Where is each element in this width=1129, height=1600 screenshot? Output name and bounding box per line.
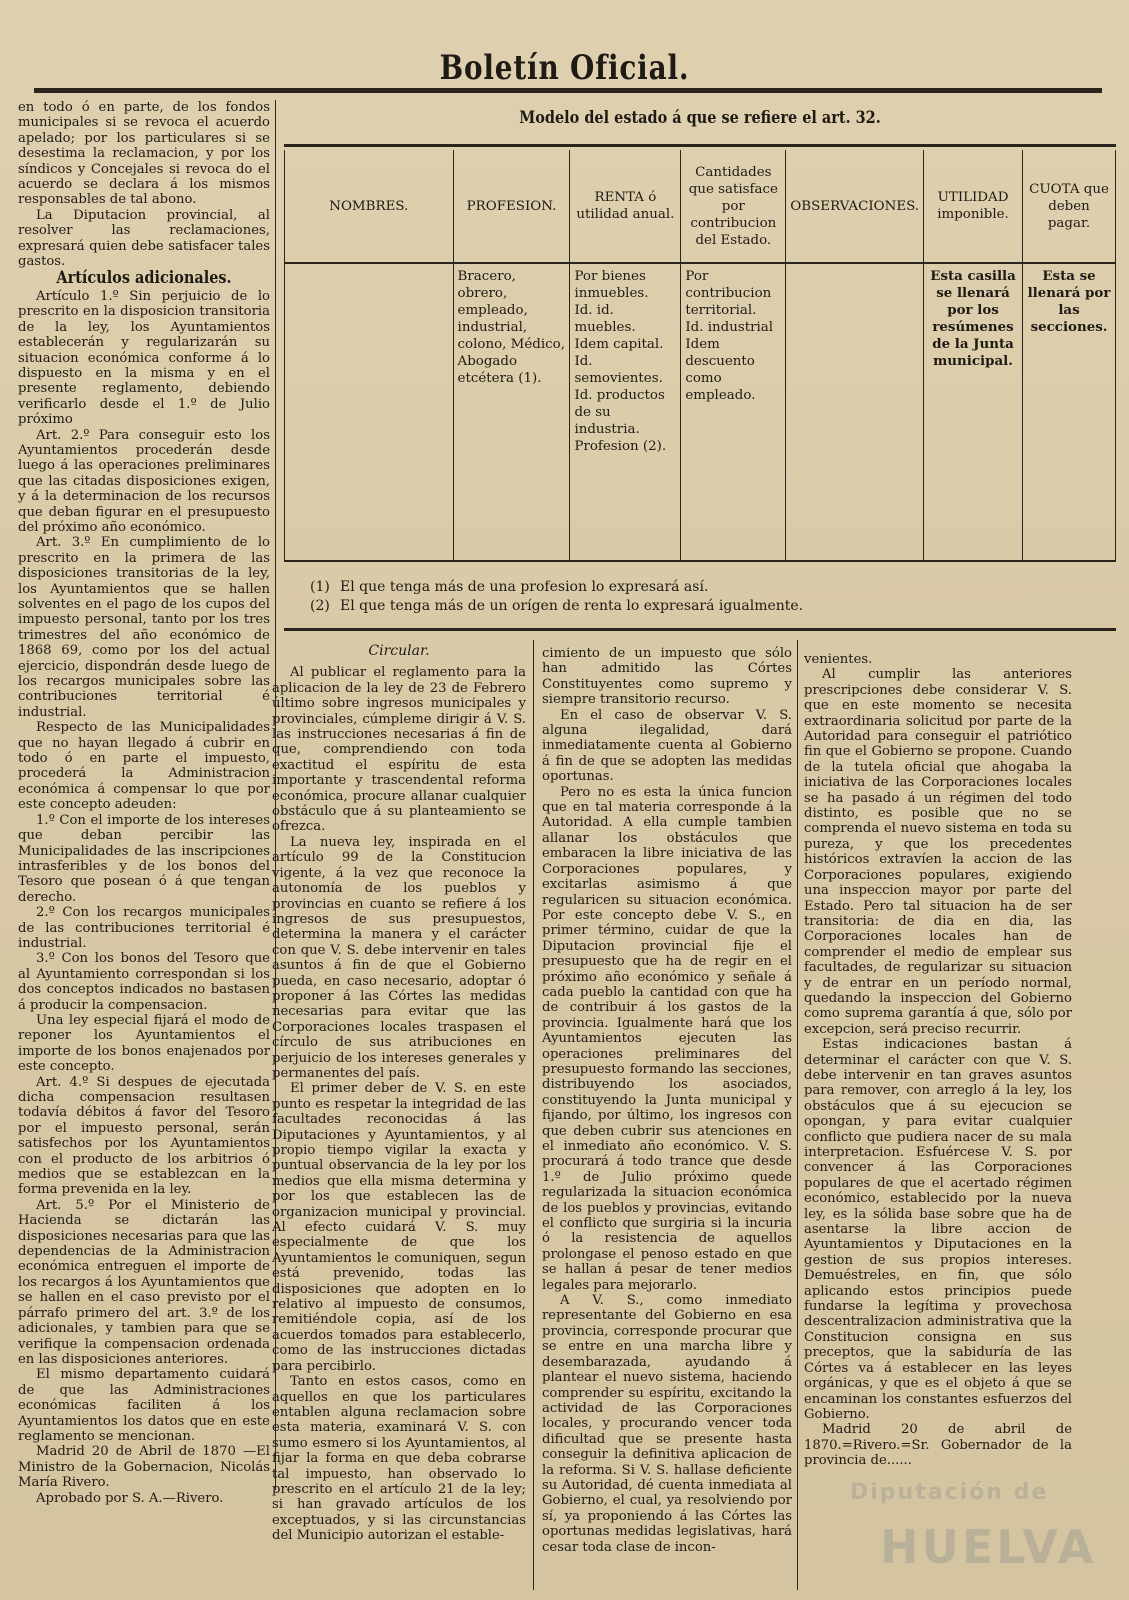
watermark-stamp xyxy=(840,1450,1110,1590)
article-1: Artículo 1.º Sin perjuicio de lo prescrito en la disposicion transitoria de la ley, los Ayuntamientos establecerán y regularizarán su situacion económica conforme á lo dispuesto en la misma y en el presente reglamento, debiendo verificarlo desde el 1.º de Julio próximo xyxy=(18,288,270,428)
table-top-rule xyxy=(284,144,1116,147)
renta-line: Profesion (2). xyxy=(574,439,667,454)
table-header-row xyxy=(285,150,1116,263)
table-notes xyxy=(310,578,1110,616)
circular-paragraph: A V. S., como inmediato representante del Gobierno en esa provincia, corresponde procurar que se entre en una marcha libre y desembarazada, ayudando á plantear el nuevo sistema, haciendo comprender su espíritu, excitando la actividad de las Corporaciones locales, y procurando vencer toda dificultad que se presente hasta conseguir la definitiva aplicacion de la reforma. Si V. S. hallase deficiente su Autoridad, dé cuenta inmediata al Gobierno, el cual, ya resolviendo por sí, ya proponiendo á las Córtes las oportunas medidas legislativas, hará cesar toda clase de incon- xyxy=(542,1293,792,1555)
item-1: 1.º Con el importe de los intereses que deban percibir las Municipalidades de las inscripciones intrasferibles y de los bonos del Tesoro que posean ó á que tengan derecho. xyxy=(18,812,270,905)
note-1 xyxy=(310,578,1110,597)
cell-nombres xyxy=(285,263,454,560)
circular-column-1 xyxy=(272,640,526,1600)
cell-utilidad: Esta casilla se llenará por los resúmenes de la Junta municipal. xyxy=(924,263,1023,560)
left-p2: La Diputacion provincial, al resolver las reclamaciones, expresará quien debe satisfacer tales gastos. xyxy=(18,207,270,270)
renta-line: Idem capital. xyxy=(574,337,664,352)
note-2-text: El que tenga más de un orígen de renta lo expresará igualmente. xyxy=(340,598,804,614)
article-2: Art. 2.º Para conseguir esto los Ayuntamientos procederán desde luego á las operaciones preliminares que las citadas disposiciones exigen, y á la determinacion de los recursos que deban figurar en el presupuesto del próximo año económico. xyxy=(18,427,270,535)
left-approved: Aprobado por S. A.—Rivero. xyxy=(36,1490,224,1506)
article-4: Art. 4.º Si despues de ejecutada dicha compensacion resultasen todavía débitos á favor del Tesoro por el impuesto personal, serán satisfechos por los Ayuntamientos con el producto de los arbitrios ó medios que se establezcan en la forma prevenida en la ley. xyxy=(18,1074,270,1198)
renta-line: Id. semovientes. xyxy=(574,354,663,386)
watermark-text-1: Diputación de xyxy=(850,1480,1049,1505)
note-1-text: El que tenga más de una profesion lo expresará así. xyxy=(340,579,709,595)
article-5: Art. 5.º Por el Ministerio de Hacienda se dictarán las disposiciones necesarias para que las dependencias de la Administracion económica entreguen el importe de los recargos á los Ayuntamientos que se hallen en el caso previsto por el párrafo primero del art. 3.º de los adicionales, y tambien para que se verifique la compensacion ordenada en las disposiciones anteriores. xyxy=(18,1197,270,1367)
ley-paragraph: Una ley especial fijará el modo de reponer los Ayuntamientos el importe de los bonos enajenados por este concepto. xyxy=(18,1012,270,1075)
cell-observaciones xyxy=(786,263,924,560)
circular-paragraph: cimiento de un impuesto que sólo han admitido las Córtes Constituyentes como supremo y siempre transitorio recurso. xyxy=(542,646,792,708)
circular-column-2 xyxy=(542,646,792,1600)
renta-line: Id. id. muebles. xyxy=(574,303,636,335)
header-cuota: CUOTA que deben pagar. xyxy=(1023,150,1116,263)
circular-paragraph: La nueva ley, inspirada en el artículo 99 de la Constitucion vigente, á la vez que reconoce la autonomía de los pueblos y provincias en cuanto se refiere á los ingresos de sus presupuestos, determina la manera y el carácter con que V. S. debe intervenir en tales asuntos á fin de que el Gobierno pueda, en caso necesario, adoptar ó proponer á las Córtes las medidas necesarias para evitar que las Corporaciones locales traspasen el círculo de sus atribuciones en perjuicio de los intereses generales y permanentes del país. xyxy=(272,834,526,1081)
header-nombres: NOMBRES. xyxy=(285,150,454,263)
cantidades-line: Por contribucion territorial. xyxy=(685,269,772,318)
note-2 xyxy=(310,597,1110,616)
circular-title: Circular. xyxy=(368,643,430,659)
articulos-heading: Artículos adicionales. xyxy=(56,268,232,289)
circular-divider-2 xyxy=(797,640,798,1590)
table-bottom-rule xyxy=(284,560,1116,562)
circular-paragraph: El primer deber de V. S. en este punto es respetar la integridad de las facultades reconocidas á las Diputaciones y Ayuntamientos, y al propio tiempo vigilar la exacta y puntual observancia de la ley por los medios que ella misma determina y por los que establecen las de organizacion municipal y provincial. Al efecto cuidará V. S. muy especialmente de que los Ayuntamientos le comuniquen, segun está prevenido, todas las disposiciones que adopten en lo relativo al impuesto de consumos, remitiéndole copia, así de los acuerdos tomados para establecerlo, como de las instrucciones dictadas para percibirlo. xyxy=(272,1081,526,1374)
left-column xyxy=(18,100,270,1600)
renta-line: Id. productos de su industria. xyxy=(574,388,665,437)
cell-profesion: Bracero, obrero, empleado, industrial, colono, Médico, Abogado etcétera (1). xyxy=(453,263,570,560)
model-table xyxy=(284,150,1116,560)
table-body-row xyxy=(285,263,1116,560)
masthead-rule xyxy=(34,88,1102,93)
circular-paragraph: Tanto en estos casos, como en aquellos en que los particulares entablen alguna reclamacion sobre esta materia, examinará V. S. con sumo esmero si los Ayuntamientos, al fijar la forma en que deba cobrarse tal impuesto, han observado lo prescrito en el artículo 21 de la ley; si han gravado artículos de los exceptuados, y si las circunstancias del Municipio autorizan el estable- xyxy=(272,1374,526,1544)
cantidades-line: Idem descuento como empleado. xyxy=(685,337,756,403)
left-date-signature: Madrid 20 de Abril de 1870 —El Ministro de la Gobernacion, Nicolás María Rivero. xyxy=(18,1444,270,1491)
renta-line: Por bienes inmuebles. xyxy=(574,269,649,301)
header-cantidades: Cantidades que satisface por contribucion del Estado. xyxy=(681,150,786,263)
cell-cantidades xyxy=(681,263,786,560)
circular-paragraph: Al publicar el reglamento para la aplicacion de la ley de 23 de Febrero último sobre ingresos municipales y provinciales, cúmpleme dirigir á V. S. las instrucciones necesarias á fin de que, comprendiendo con toda exactitud el espíritu de esta importante y trascendental reforma económica, procure allanar cualquier obstáculo que á su planteamiento se ofrezca. xyxy=(272,665,526,835)
circular-paragraph: Pero no es esta la única funcion que en tal materia corresponde á la Autoridad. A ella cumple tambien allanar los obstáculos que embaracen la libre iniciativa de las Corporaciones populares, y excitarlas asimismo á que regularicen su situacion económica. Por este concepto debe V. S., en primer término, cuidar de que la Diputacion provincial fije el presupuesto que ha de regir en el próximo año económico y señale á cada pueblo la cantidad con que ha de contribuir á los gastos de la provincia. Igualmente hará que los Ayuntamientos ejecuten las operaciones preliminares del presupuesto formando las secciones, distribuyendo los asociados, constituyendo la Junta municipal y fijando, por último, los ingresos con que deben cubrir sus atenciones en el inmediato año económico. V. S. procurará á todo trance que desde 1.º de Julio próximo quede regularizada la situacion económica de los pueblos y provincias, evitando el conflicto que surgiria si la incuria ó la resistencia de aquellos prolongase el penoso estado en que se hallan á pesar de tener medios legales para mejorarlo. xyxy=(542,784,792,1293)
circular-top-rule xyxy=(284,628,1116,631)
header-observaciones: OBSERVACIONES. xyxy=(786,150,924,263)
item-2: 2.º Con los recargos municipales de las contribuciones territorial é industrial. xyxy=(18,905,270,951)
respecto-paragraph: Respecto de las Municipalidades que no hayan llegado á cubrir en todo ó en parte el impuesto, procederá la Administracion económica á compensar lo que por este concepto adeuden: xyxy=(18,720,270,813)
circular-divider-1 xyxy=(533,640,534,1590)
watermark-text-2: HUELVA xyxy=(880,1520,1097,1574)
article-3: Art. 3.º En cumplimiento de lo prescrito en la primera de las disposiciones transitorias de la ley, los Ayuntamientos que se hallen solventes en el pago de los cupos del impuesto personal, tanto por los tres trimestres del año económico de 1868 69, como por los del actual ejercicio, dispondrán desde luego de los recargos municipales sobre las contribuciones territorial é industrial. xyxy=(18,535,270,720)
note-1-mark: (1) xyxy=(310,579,330,595)
header-profesion: PROFESION. xyxy=(453,150,570,263)
circular-paragraph: En el caso de observar V. S. alguna ilegalidad, dará inmediatamente cuenta al Gobierno á fin de que se adopten las medidas oportunas. xyxy=(542,707,792,785)
cantidades-line: Id. industrial xyxy=(685,320,774,335)
mismo-paragraph: El mismo departamento cuidará de que las Administraciones económicas faciliten á los Ayuntamientos los datos que en este reglamento se mencionan. xyxy=(18,1367,270,1444)
circular-paragraph: Estas indicaciones bastan á determinar el carácter con que V. S. debe intervenir en tan graves asuntos para remover, con arreglo á la ley, los obstáculos que á su ejecucion se opongan, y para evitar cualquier conflicto que pudiera nacer de su mala interpretacion. Esfuércese V. S. por convencer á las Corporaciones populares de que el acertado régimen económico, establecido por la nueva ley, es la sólida base sobre que ha de asentarse la libre accion de Ayuntamientos y Diputaciones en la gestion de sus propios intereses. Demuéstreles, en fin, que sólo aplicando estos principios puede fundarse la legítima y provechosa descentralizacion administrativa que la Constitucion consigna en sus preceptos, que la sabiduría de las Córtes va á establecer en las leyes orgánicas, y que es el objeto á que se encaminan los constantes esfuerzos del Gobierno. xyxy=(804,1037,1072,1422)
table-title: Modelo del estado á que se refiere el art. 32. xyxy=(519,108,881,128)
note-2-mark: (2) xyxy=(310,598,330,614)
cell-renta xyxy=(570,263,681,560)
circular-signature: Madrid 20 de abril de 1870.=Rivero.=Sr. Gobernador de la provincia de...... xyxy=(804,1422,1072,1469)
cell-cuota: Esta se llenará por las secciones. xyxy=(1023,263,1116,560)
header-renta: RENTA ó utilidad anual. xyxy=(570,150,681,263)
circular-paragraph: Al cumplir las anteriores prescripciones debe considerar V. S. que en este momento se necesita extraordinaria solicitud por parte de la Autoridad para conseguir el patriótico fin que el Gobierno se propone. Cuando de la tutela oficial que ahogaba la iniciativa de las Corporaciones locales se ha pasado á un régimen del todo distinto, es posible que no se comprenda el nuevo sistema en toda su pureza, y que los precedentes históricos extravíen la accion de las Corporaciones populares, exigiendo una inspeccion mayor por parte del Estado. Pero tal situacion ha de ser transitoria: de dia en dia, las Corporaciones locales han de comprender el medio de emplear sus facultades, de regularizar su situacion y de entrar en un período normal, quedando la inspeccion del Gobierno como suprema garantía á que, sólo por excepcion, será preciso recurrir. xyxy=(804,667,1072,1037)
header-utilidad: UTILIDAD imponible. xyxy=(924,150,1023,263)
left-intro: en todo ó en parte, de los fondos municipales si se revoca el acuerdo apelado; por los particulares si se desestima la reclamacion, y por los síndicos y Concejales si revoca do el acuerdo se declara á los mismos responsables de tal abono. xyxy=(18,100,270,208)
item-3: 3.º Con los bonos del Tesoro que al Ayuntamiento correspondan si los dos conceptos indicados no bastasen á producir la compensacion. xyxy=(18,951,270,1013)
masthead-title: Boletín Oficial. xyxy=(439,48,690,88)
circular-paragraph: venientes. xyxy=(804,652,873,667)
